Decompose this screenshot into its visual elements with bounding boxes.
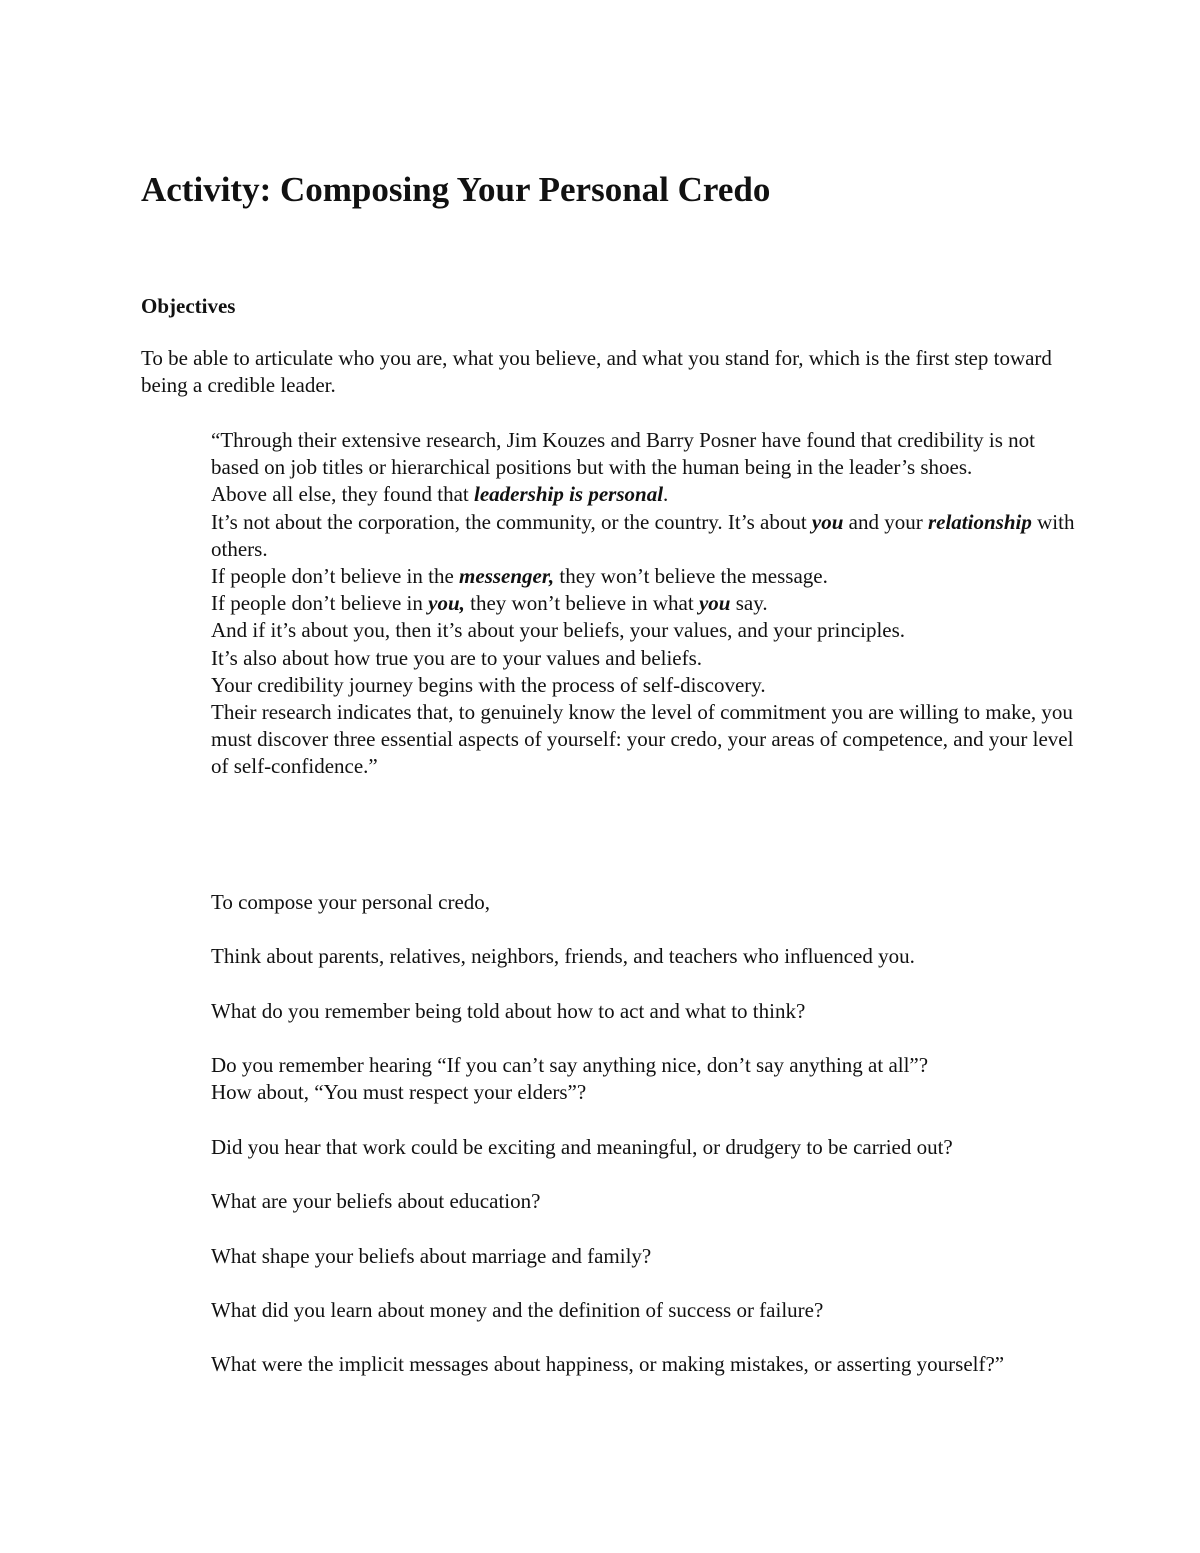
prompt-item: What did you learn about money and the definition of success or failure? — [211, 1297, 824, 1322]
quote-text: with others. — [211, 509, 1075, 561]
document-title: Activity: Composing Your Personal Credo — [141, 170, 771, 209]
quote-emphasis: you, — [428, 591, 465, 616]
quote-text: Above all else, they found that — [211, 482, 475, 507]
quote-paragraph-8: Your credibility journey begins with the process of self-discovery. — [211, 672, 766, 697]
quote-block — [211, 427, 1081, 781]
quote-paragraph-5 — [211, 590, 1081, 617]
quote-emphasis: leadership is personal — [474, 482, 664, 507]
objectives-heading: Objectives — [141, 294, 236, 318]
quote-paragraph-3 — [211, 509, 1081, 563]
credo-prompts — [211, 889, 1081, 1379]
quote-paragraph-9: Their research indicates that, to genuinely know the level of commitment you are willing to make, you must discover three essential aspects of yourself: your credo, your areas of competence, and your level of self-confidence.” — [211, 700, 1074, 779]
prompt-item: What shape your beliefs about marriage and family? — [211, 1243, 652, 1268]
quote-emphasis: you — [811, 509, 844, 534]
quote-emphasis: relationship — [927, 509, 1032, 534]
quote-emphasis: messenger, — [459, 564, 555, 589]
objective-text: To be able to articulate who you are, what you believe, and what you stand for, which is the first step toward being a credible leader. — [141, 346, 1052, 398]
quote-paragraph-2 — [211, 481, 1081, 508]
prompt-line: How about, “You must respect your elders”? — [211, 1080, 587, 1105]
quote-emphasis: you — [698, 591, 731, 616]
quote-paragraph-1: “Through their extensive research, Jim Kouzes and Barry Posner have found that credibility is not based on job titles or hierarchical positions but with the human being in the leader’s shoes. — [211, 428, 1036, 480]
quote-text: If people don’t believe in the — [211, 564, 460, 589]
prompt-item: What are your beliefs about education? — [211, 1189, 541, 1214]
quote-text: . — [663, 482, 669, 507]
prompt-item: What do you remember being told about how to act and what to think? — [211, 998, 806, 1023]
prompts-intro: To compose your personal credo, — [211, 890, 491, 914]
prompt-item: Think about parents, relatives, neighbors, friends, and teachers who influenced you. — [211, 944, 915, 969]
quote-paragraph-7: It’s also about how true you are to your values and beliefs. — [211, 645, 703, 670]
prompt-item: Did you hear that work could be exciting and meaningful, or drudgery to be carried out? — [211, 1134, 953, 1159]
quote-paragraph-6: And if it’s about you, then it’s about your beliefs, your values, and your principles. — [211, 618, 906, 643]
quote-text: they won’t believe in what — [464, 591, 699, 616]
quote-text: If people don’t believe in — [211, 591, 429, 616]
quote-paragraph-4 — [211, 563, 1081, 590]
prompt-item: What were the implicit messages about happiness, or making mistakes, or asserting yourself?” — [211, 1352, 1005, 1377]
prompt-item — [211, 1052, 1081, 1106]
quote-text: and your — [843, 509, 928, 534]
prompt-line: Do you remember hearing “If you can’t say anything nice, don’t say anything at all”? — [211, 1053, 929, 1078]
quote-text: say. — [730, 591, 768, 616]
quote-text: It’s not about the corporation, the community, or the country. It’s about — [211, 509, 812, 534]
quote-text: they won’t believe the message. — [554, 564, 828, 589]
